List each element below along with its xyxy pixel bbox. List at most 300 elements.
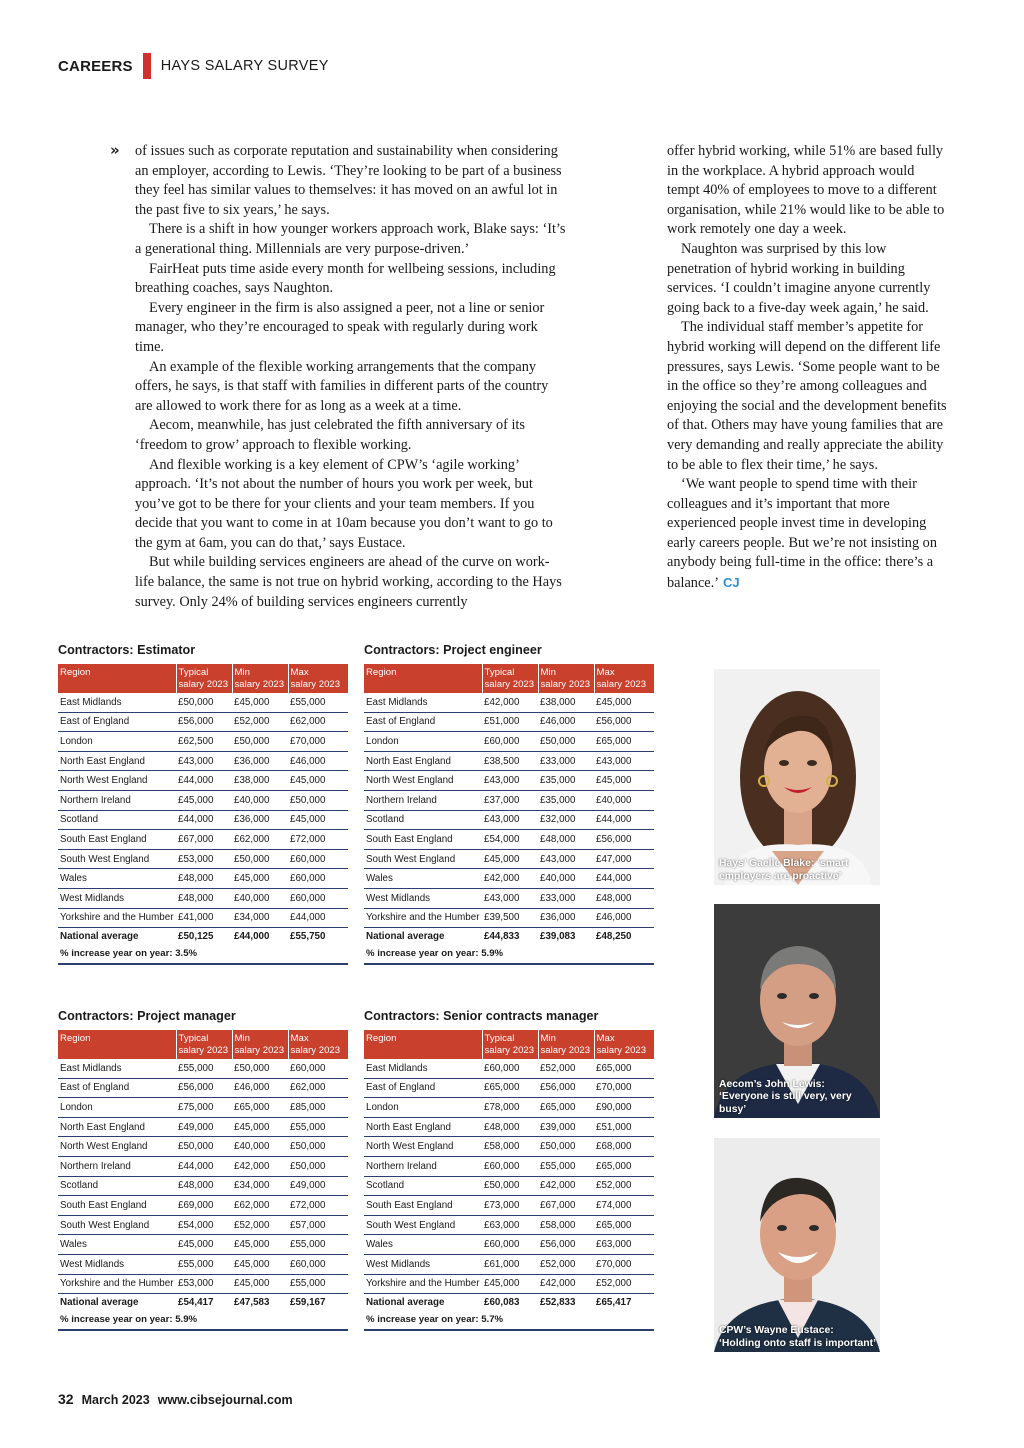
salary-cell: £44,000 (288, 908, 348, 928)
table-row (58, 1254, 348, 1274)
table-row (364, 1215, 654, 1235)
salary-cell: £37,000 (482, 790, 538, 810)
salary-cell: £45,000 (176, 790, 232, 810)
salary-cell: £60,000 (482, 1059, 538, 1078)
salary-cell: £36,000 (232, 810, 288, 830)
national-average-value: £47,583 (234, 1297, 270, 1309)
region-cell: Wales (364, 1235, 482, 1255)
salary-cell: £85,000 (288, 1098, 348, 1118)
table-row (58, 830, 348, 850)
column-header (288, 1030, 348, 1059)
column-header-text: salary 2023 (234, 1044, 285, 1056)
table-title: Contractors: Project manager (58, 1009, 236, 1023)
national-average-value: £54,417 (178, 1297, 214, 1309)
salary-cell: £48,000 (176, 869, 232, 889)
region-cell: North East England (58, 751, 176, 771)
salary-cell: £47,000 (594, 849, 654, 869)
national-average-value: £44,000 (234, 931, 270, 943)
table-row (58, 1137, 348, 1157)
national-average-row (364, 928, 654, 946)
table-row (58, 1235, 348, 1255)
page-header (58, 52, 329, 80)
salary-cell: £52,000 (232, 1215, 288, 1235)
salary-cell: £44,000 (176, 771, 232, 791)
region-cell: Northern Ireland (364, 1156, 482, 1176)
salary-cell: £55,000 (176, 1254, 232, 1274)
table-row (58, 1215, 348, 1235)
salary-cell: £54,000 (176, 1215, 232, 1235)
paragraph: There is a shift in how younger workers approach work, Blake says: ‘It’s a generational thing. Millennials are very purpose-driven.’ (135, 221, 566, 257)
table-row (58, 1156, 348, 1176)
table-row (364, 1156, 654, 1176)
salary-cell: £60,000 (288, 1059, 348, 1078)
salary-cell: £60,000 (288, 869, 348, 889)
salary-cell: £38,000 (538, 693, 594, 712)
salary-cell: £68,000 (594, 1137, 654, 1157)
salary-cell: £42,000 (482, 869, 538, 889)
column-header-text: salary 2023 (540, 678, 591, 690)
region-cell: West Midlands (58, 888, 176, 908)
table-row (364, 693, 654, 712)
column-header-text: Typical (178, 667, 209, 678)
yearly-increase: % increase year on year: 5.9% (58, 1311, 348, 1331)
salary-cell: £50,000 (538, 1137, 594, 1157)
salary-cell: £43,000 (594, 751, 654, 771)
national-average-value: £55,750 (290, 931, 326, 943)
table-row (364, 1078, 654, 1098)
column-header (232, 664, 288, 693)
region-cell: London (364, 732, 482, 752)
salary-cell: £35,000 (538, 771, 594, 791)
portrait-man-image (714, 1138, 880, 1352)
region-cell: East of England (364, 712, 482, 732)
salary-cell: £46,000 (594, 908, 654, 928)
column-header (538, 664, 594, 693)
table-row (364, 712, 654, 732)
national-average-label: National average (60, 1297, 139, 1309)
national-average-label: National average (366, 931, 445, 943)
salary-cell: £67,000 (176, 830, 232, 850)
author-signoff: CJ (723, 575, 740, 591)
salary-cell: £70,000 (594, 1078, 654, 1098)
salary-cell: £36,000 (538, 908, 594, 928)
column-header (176, 664, 232, 693)
table-header-row (58, 664, 348, 693)
column-header-text: Typical (484, 1033, 515, 1044)
salary-cell: £43,000 (482, 888, 538, 908)
column-header-text: Min (234, 1033, 250, 1044)
salary-cell: £45,000 (288, 810, 348, 830)
salary-cell: £50,000 (288, 790, 348, 810)
region-cell: London (58, 1098, 176, 1118)
column-header-text: salary 2023 (484, 678, 535, 690)
salary-cell: £33,000 (538, 751, 594, 771)
table-row (58, 771, 348, 791)
region-cell: East Midlands (58, 693, 176, 712)
salary-cell: £65,000 (538, 1098, 594, 1118)
column-header-text: Max (290, 667, 309, 678)
salary-cell: £45,000 (232, 1235, 288, 1255)
region-cell: Northern Ireland (58, 1156, 176, 1176)
national-average-row (58, 1294, 348, 1312)
table-row (58, 849, 348, 869)
salary-cell: £70,000 (288, 732, 348, 752)
region-cell: Northern Ireland (58, 790, 176, 810)
salary-cell: £43,000 (176, 751, 232, 771)
region-cell: South West England (364, 849, 482, 869)
yearly-increase: % increase year on year: 3.5% (58, 945, 348, 965)
national-average-label: National average (366, 1297, 445, 1309)
article-column-1 (135, 142, 567, 612)
table-row (58, 1078, 348, 1098)
table-header-row (58, 1030, 348, 1059)
salary-cell: £62,000 (288, 712, 348, 732)
issue-date: March 2023 (81, 1393, 150, 1407)
paragraph: But while building services engineers are ahead of the curve on work-life balance, the same is not true on hybrid working, according to the Hays survey. Only 24% of building services engineers currently (135, 554, 562, 610)
region-cell: Yorkshire and the Humber (58, 908, 176, 928)
salary-cell: £65,000 (232, 1098, 288, 1118)
salary-cell: £55,000 (288, 1274, 348, 1294)
salary-cell: £65,000 (594, 1156, 654, 1176)
salary-cell: £45,000 (482, 1274, 538, 1294)
table-row (364, 869, 654, 889)
salary-cell: £46,000 (232, 1078, 288, 1098)
column-header (288, 664, 348, 693)
salary-cell: £32,000 (538, 810, 594, 830)
national-average-label: National average (60, 931, 139, 943)
salary-cell: £43,000 (482, 771, 538, 791)
salary-cell: £50,000 (288, 1137, 348, 1157)
subsection-label: HAYS SALARY SURVEY (160, 58, 329, 74)
salary-cell: £56,000 (594, 830, 654, 850)
national-average-value: £44,833 (484, 931, 520, 943)
salary-cell: £41,000 (176, 908, 232, 928)
salary-cell: £73,000 (482, 1196, 538, 1216)
salary-cell: £60,000 (288, 888, 348, 908)
table-row (58, 1274, 348, 1294)
salary-cell: £52,000 (594, 1176, 654, 1196)
column-header-text: Min (234, 667, 250, 678)
salary-table (58, 642, 348, 965)
region-cell: South West England (364, 1215, 482, 1235)
region-cell: East Midlands (364, 693, 482, 712)
salary-cell: £50,000 (176, 1137, 232, 1157)
salary-cell: £62,500 (176, 732, 232, 752)
salary-cell: £53,000 (176, 1274, 232, 1294)
region-cell: South East England (364, 1196, 482, 1216)
salary-cell: £55,000 (538, 1156, 594, 1176)
salary-cell: £45,000 (594, 771, 654, 791)
salary-cell: £44,000 (594, 810, 654, 830)
salary-cell: £40,000 (594, 790, 654, 810)
salary-cell: £40,000 (232, 1137, 288, 1157)
national-average-value: £52,833 (540, 1297, 576, 1309)
article-column-2 (667, 142, 949, 594)
table-row (364, 1098, 654, 1118)
column-header (58, 1030, 176, 1059)
table-row (364, 830, 654, 850)
paragraph: Every engineer in the firm is also assigned a peer, not a line or senior manager, who they’re encouraged to speak with regularly during work time. (135, 299, 545, 355)
region-cell: East Midlands (364, 1059, 482, 1078)
region-cell: Yorkshire and the Humber (58, 1274, 176, 1294)
paragraph: of issues such as corporate reputation and sustainability when considering an employer, according to Lewis. ‘They’re looking to be part of a business they feel has similar values to themselves: it has moved on an awful lot in the past five to six years,’ he says. (135, 143, 562, 218)
column-header (594, 664, 654, 693)
salary-cell: £45,000 (232, 869, 288, 889)
salary-cell: £55,000 (288, 1117, 348, 1137)
region-cell: South West England (58, 1215, 176, 1235)
region-cell: Wales (58, 869, 176, 889)
salary-cell: £72,000 (288, 830, 348, 850)
salary-cell: £56,000 (538, 1078, 594, 1098)
section-label: CAREERS (58, 57, 133, 75)
salary-cell: £52,000 (594, 1274, 654, 1294)
photo-john-lewis (714, 904, 880, 1118)
column-header-text: Max (596, 1033, 615, 1044)
column-header-text: Max (596, 667, 615, 678)
national-average-row (364, 1294, 654, 1312)
salary-cell: £60,000 (482, 1235, 538, 1255)
salary-cell: £49,000 (176, 1117, 232, 1137)
region-cell: North West England (58, 1137, 176, 1157)
salary-cell: £50,000 (482, 1176, 538, 1196)
table-row (58, 693, 348, 712)
column-header (538, 1030, 594, 1059)
salary-cell: £34,000 (232, 908, 288, 928)
table-row (364, 1176, 654, 1196)
salary-cell: £45,000 (232, 693, 288, 712)
table-row (364, 908, 654, 928)
table-title: Contractors: Estimator (58, 643, 196, 657)
salary-cell: £63,000 (594, 1235, 654, 1255)
page-footer (58, 1391, 293, 1407)
region-cell: Wales (364, 869, 482, 889)
region-cell: North East England (58, 1117, 176, 1137)
salary-cell: £42,000 (232, 1156, 288, 1176)
salary-cell: £90,000 (594, 1098, 654, 1118)
column-header-text: Min (540, 1033, 556, 1044)
paragraph: And flexible working is a key element of CPW’s ‘agile working’ approach. ‘It’s not about the number of hours you work per week, but you’ve got to be there for your clients and your team members. If you decide that you want to come in at 10am because you don’t want to go to the gym at 6am, you can do that,’ says Eustace. (135, 456, 553, 551)
table-row (58, 1098, 348, 1118)
salary-table (364, 642, 654, 965)
salary-cell: £36,000 (232, 751, 288, 771)
table-row (58, 908, 348, 928)
salary-cell: £65,000 (594, 1215, 654, 1235)
salary-cell: £38,000 (232, 771, 288, 791)
continuation-chevron-icon: » (110, 141, 120, 159)
salary-cell: £60,000 (288, 1254, 348, 1274)
paragraph: offer hybrid working, while 51% are based fully in the workplace. A hybrid approach would tempt 40% of employees to move to a different organisation, while 21% would like to be able to work remotely one day a week. (667, 143, 945, 238)
salary-cell: £40,000 (232, 790, 288, 810)
salary-cell: £65,000 (482, 1078, 538, 1098)
salary-cell: £56,000 (538, 1235, 594, 1255)
salary-cell: £50,000 (232, 732, 288, 752)
salary-cell: £62,000 (232, 830, 288, 850)
region-cell: North East England (364, 1117, 482, 1137)
region-cell: East of England (58, 1078, 176, 1098)
salary-cell: £50,000 (176, 693, 232, 712)
table-row (58, 888, 348, 908)
column-header-text: Region (60, 1033, 91, 1044)
salary-cell: £53,000 (176, 849, 232, 869)
column-header-text: Region (60, 667, 91, 678)
portrait-woman-image (714, 669, 880, 885)
region-cell: South East England (364, 830, 482, 850)
paragraph: FairHeat puts time aside every month for wellbeing sessions, including breathing coaches, says Naughton. (135, 260, 556, 297)
salary-cell: £55,000 (288, 693, 348, 712)
salary-cell: £42,000 (538, 1274, 594, 1294)
national-average-value: £50,125 (178, 931, 214, 943)
table-row (58, 790, 348, 810)
website-url: www.cibsejournal.com (157, 1393, 293, 1407)
salary-cell: £43,000 (538, 849, 594, 869)
table-row (58, 751, 348, 771)
salary-cell: £51,000 (594, 1117, 654, 1137)
national-average-value: £39,083 (540, 931, 576, 943)
table-row (364, 810, 654, 830)
photo-caption: Aecom’s John Lewis: ‘Everyone is still very, very busy’ (719, 1078, 852, 1115)
salary-cell: £42,000 (538, 1176, 594, 1196)
salary-cell: £56,000 (594, 712, 654, 732)
table-row (58, 810, 348, 830)
region-cell: Yorkshire and the Humber (364, 908, 482, 928)
yearly-increase: % increase year on year: 5.9% (364, 945, 654, 965)
salary-cell: £56,000 (176, 712, 232, 732)
column-header-text: salary 2023 (178, 1044, 229, 1056)
column-header (482, 664, 538, 693)
salary-cell: £50,000 (538, 732, 594, 752)
paragraph: An example of the flexible working arrangements that the company offers, he says, is that staff with families in different parts of the country are allowed to work there for as long as a week at a time. (135, 358, 549, 414)
salary-cell: £75,000 (176, 1098, 232, 1118)
salary-cell: £44,000 (176, 810, 232, 830)
region-cell: Scotland (58, 1176, 176, 1196)
salary-cell: £48,000 (482, 1117, 538, 1137)
table-row (364, 732, 654, 752)
salary-cell: £55,000 (176, 1059, 232, 1078)
salary-cell: £42,000 (482, 693, 538, 712)
photo-caption: Hays’ Gaelle Blake: ‘smart employers are proactive’ (719, 858, 849, 882)
salary-cell: £40,000 (232, 888, 288, 908)
column-header-text: Max (290, 1033, 309, 1044)
salary-cell: £49,000 (288, 1176, 348, 1196)
salary-cell: £48,000 (538, 830, 594, 850)
salary-table (364, 1008, 654, 1331)
paragraph: Naughton was surprised by this low penetration of hybrid working in building services. ‘I couldn’t imagine anyone currently going back to a five-day week again,’ he said. (667, 240, 931, 316)
photo-caption: CPW’s Wayne Eustace: ‘Holding onto staff is important’ (719, 1325, 877, 1349)
salary-cell: £45,000 (288, 771, 348, 791)
table-header-row (364, 664, 654, 693)
column-header (594, 1030, 654, 1059)
region-cell: East of England (364, 1078, 482, 1098)
photo-gaelle-blake (714, 669, 880, 885)
salary-cell: £39,000 (538, 1117, 594, 1137)
paragraph: The individual staff member’s appetite for hybrid working will depend on the different life pressures, says Lewis. ‘Some people want to be in the office so they’re among colleagues and enjoying the social and the development benefits of that. Others may have young families that are very demanding and really appreciate the ability to be able to flex their time,’ he says. (667, 319, 947, 473)
salary-cell: £44,000 (176, 1156, 232, 1176)
salary-cell: £74,000 (594, 1196, 654, 1216)
header-divider (143, 53, 151, 79)
salary-cell: £34,000 (232, 1176, 288, 1196)
table-row (364, 1117, 654, 1137)
salary-cell: £45,000 (232, 1274, 288, 1294)
salary-cell: £70,000 (594, 1254, 654, 1274)
salary-cell: £50,000 (232, 1059, 288, 1078)
table-title: Contractors: Project engineer (364, 643, 542, 657)
salary-cell: £78,000 (482, 1098, 538, 1118)
table-row (364, 1059, 654, 1078)
national-average-value: £48,250 (596, 931, 632, 943)
table-row (364, 1254, 654, 1274)
region-cell: South West England (58, 849, 176, 869)
column-header-text: salary 2023 (540, 1044, 591, 1056)
region-cell: Wales (58, 1235, 176, 1255)
table-row (58, 1196, 348, 1216)
column-header (58, 664, 176, 693)
region-cell: Yorkshire and the Humber (364, 1274, 482, 1294)
table-row (364, 771, 654, 791)
national-average-value: £59,167 (290, 1297, 326, 1309)
paragraph: Aecom, meanwhile, has just celebrated the fifth anniversary of its ‘freedom to grow’ approach to flexible working. (135, 417, 525, 453)
salary-cell: £55,000 (288, 1235, 348, 1255)
salary-cell: £52,000 (538, 1254, 594, 1274)
salary-cell: £45,000 (232, 1254, 288, 1274)
column-header-text: salary 2023 (178, 678, 229, 690)
salary-cell: £46,000 (538, 712, 594, 732)
salary-cell: £63,000 (482, 1215, 538, 1235)
region-cell: Scotland (364, 810, 482, 830)
salary-cell: £69,000 (176, 1196, 232, 1216)
salary-cell: £51,000 (482, 712, 538, 732)
table-row (364, 751, 654, 771)
table-row (364, 1196, 654, 1216)
column-header-text: salary 2023 (596, 1044, 647, 1056)
photo-wayne-eustace (714, 1138, 880, 1352)
salary-cell: £56,000 (176, 1078, 232, 1098)
region-cell: North West England (58, 771, 176, 791)
region-cell: London (58, 732, 176, 752)
column-header-text: salary 2023 (596, 678, 647, 690)
column-header-text: Typical (484, 667, 515, 678)
salary-cell: £45,000 (232, 1117, 288, 1137)
salary-cell: £58,000 (482, 1137, 538, 1157)
column-header (364, 1030, 482, 1059)
column-header-text: Typical (178, 1033, 209, 1044)
table-row (58, 1059, 348, 1078)
region-cell: North West England (364, 1137, 482, 1157)
salary-cell: £60,000 (482, 1156, 538, 1176)
region-cell: London (364, 1098, 482, 1118)
salary-cell: £62,000 (288, 1078, 348, 1098)
region-cell: East of England (58, 712, 176, 732)
salary-cell: £48,000 (176, 1176, 232, 1196)
national-average-row (58, 928, 348, 946)
salary-cell: £52,000 (232, 712, 288, 732)
region-cell: North East England (364, 751, 482, 771)
salary-cell: £52,000 (538, 1059, 594, 1078)
region-cell: South East England (58, 830, 176, 850)
salary-cell: £48,000 (176, 888, 232, 908)
column-header (232, 1030, 288, 1059)
salary-cell: £38,500 (482, 751, 538, 771)
national-average-value: £65,417 (596, 1297, 632, 1309)
table-row (58, 732, 348, 752)
column-header (482, 1030, 538, 1059)
column-header-text: Region (366, 1033, 397, 1044)
national-average-value: £60,083 (484, 1297, 520, 1309)
column-header-text: Min (540, 667, 556, 678)
column-header (364, 664, 482, 693)
table-row (364, 849, 654, 869)
salary-cell: £62,000 (232, 1196, 288, 1216)
salary-cell: £33,000 (538, 888, 594, 908)
